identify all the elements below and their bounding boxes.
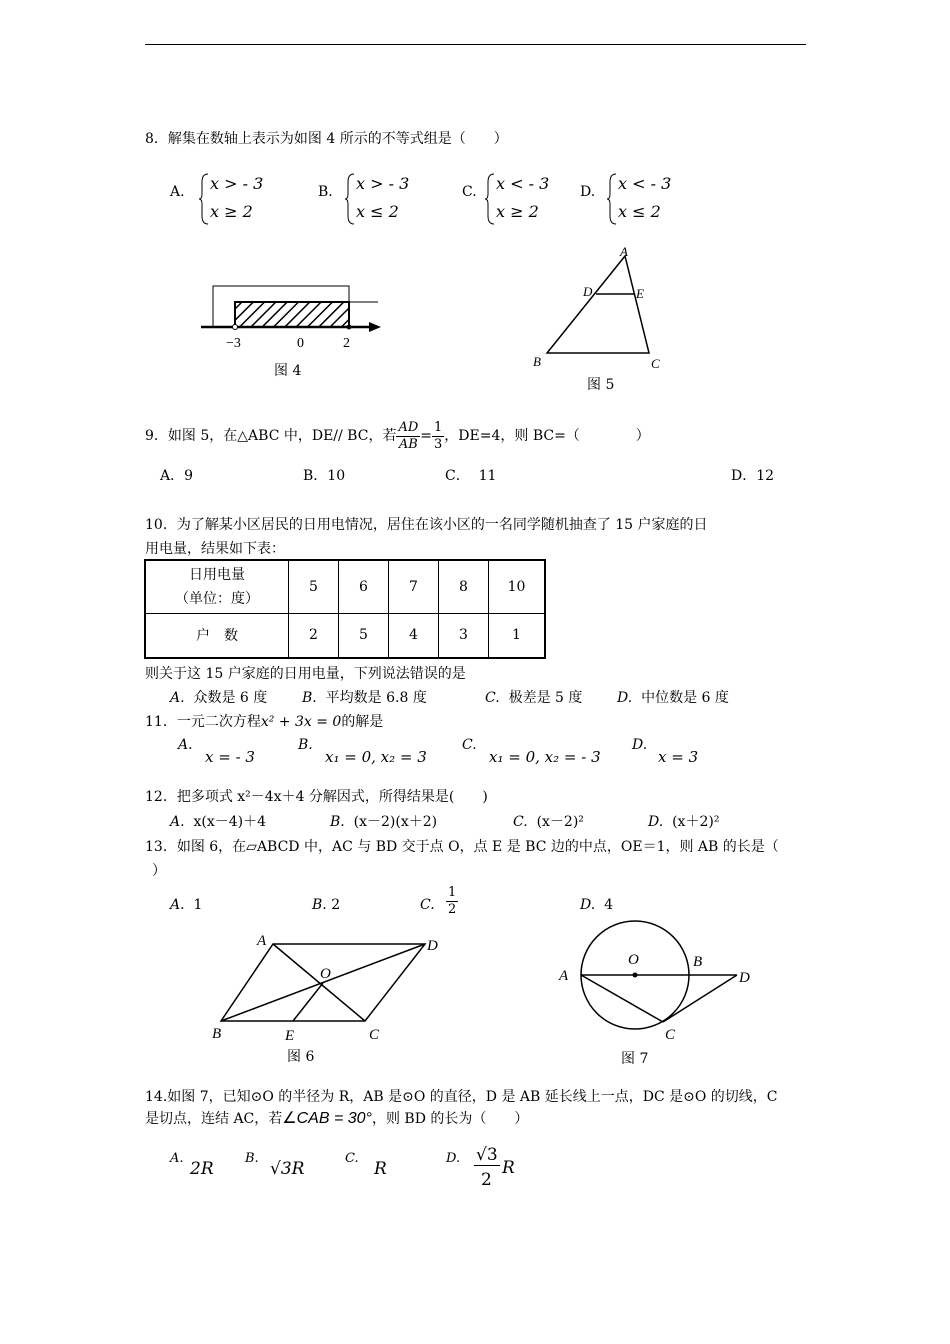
q11-option-b-text: x₁ = 0, x₂ = 3 bbox=[325, 748, 427, 766]
figure-6-caption: 图 6 bbox=[287, 1049, 315, 1065]
q13-option-d: D. 4 bbox=[580, 897, 614, 913]
question-9-stem: 9．如图 5，在△ABC 中，DE// BC，若 $\frac{AD}{AB}$ = $\frac{1}{3}$ ，DE=4，则 BC=（ ） bbox=[145, 419, 650, 452]
table-cell: 3 bbox=[439, 613, 489, 658]
q11-option-b: B. bbox=[298, 737, 313, 753]
fig4-tick-label: 2 bbox=[343, 336, 350, 351]
table-cell: 5 bbox=[339, 613, 389, 658]
fig4-hatched-region bbox=[235, 302, 349, 327]
fig5-point-label: D bbox=[583, 284, 593, 299]
q11-option-a: A. bbox=[178, 737, 193, 753]
q14-option-b-text: √3R bbox=[270, 1159, 305, 1179]
fig7-point-label: B bbox=[693, 954, 703, 970]
q11-option-c: C. bbox=[462, 737, 477, 753]
q13-option-a: A. 1 bbox=[170, 897, 203, 913]
q13-fraction-half: $\frac{1}{2}$ bbox=[448, 885, 457, 917]
q9-fraction-one-third: $\frac{1}{3}$ bbox=[434, 419, 443, 452]
q9-option-d: D．12 bbox=[731, 468, 775, 484]
question-13-stem-line2: ） bbox=[152, 863, 166, 879]
fig7-point-label: D bbox=[739, 970, 750, 986]
q14-option-d: D. bbox=[446, 1151, 461, 1166]
fig7-point-label: O bbox=[628, 952, 639, 968]
q8-option-label: B. bbox=[318, 184, 333, 200]
table-row-label: 户 数 bbox=[145, 613, 289, 658]
q9-option-a: A．9 bbox=[160, 468, 194, 484]
electricity-table bbox=[144, 559, 546, 659]
q10-option-c: C. 极差是 5 度 bbox=[485, 690, 583, 706]
q14-option-d-fraction: √3 2 R bbox=[476, 1145, 515, 1190]
table-row bbox=[145, 560, 545, 613]
figure-7-caption: 图 7 bbox=[621, 1051, 649, 1067]
fig5-point-label: E bbox=[636, 286, 644, 301]
q10-option-a: A. 众数是 6 度 bbox=[170, 690, 268, 706]
q11-option-d-text: x = 3 bbox=[658, 748, 699, 766]
figure-5-caption: 图 5 bbox=[587, 377, 615, 393]
question-10-stem-line2: 用电量，结果如下表： bbox=[145, 541, 285, 557]
brace-icon bbox=[344, 172, 356, 226]
figure-4-caption: 图 4 bbox=[274, 363, 302, 379]
q11-option-c-text: x₁ = 0, x₂ = - 3 bbox=[489, 748, 601, 766]
fig5-point-label: C bbox=[651, 356, 660, 371]
figure-4-number-line bbox=[195, 280, 390, 355]
q8-option-label: C. bbox=[462, 184, 477, 200]
q12-option-c: C. (x－2)² bbox=[513, 814, 584, 830]
fig6-point-label: O bbox=[320, 966, 331, 982]
figure-7-circle-tangent bbox=[552, 914, 762, 1044]
table-cell: 4 bbox=[389, 613, 439, 658]
fig5-point-label: A bbox=[620, 244, 628, 259]
question-11-stem: 11．一元二次方程x² + 3x = 0的解是 bbox=[145, 714, 384, 730]
brace-icon bbox=[198, 172, 210, 226]
q8-option-b bbox=[318, 172, 428, 226]
fig6-point-label: D bbox=[427, 938, 438, 954]
table-cell: 10 bbox=[489, 560, 546, 613]
fig6-point-label: C bbox=[369, 1027, 380, 1043]
q8-option-d bbox=[580, 172, 690, 226]
q8-option-line1: x > - 3 bbox=[210, 174, 264, 193]
fig6-diagonal-ac bbox=[273, 944, 365, 1021]
q14-option-c-text: R bbox=[374, 1159, 387, 1179]
q8-option-label: A. bbox=[170, 184, 185, 200]
q8-option-a bbox=[170, 172, 280, 226]
table-cell: 2 bbox=[289, 613, 339, 658]
q9-fraction-ad-ab: $\frac{AD}{AB}$ bbox=[398, 419, 419, 452]
question-8-stem: 8．解集在数轴上表示为如图 4 所示的不等式组是（ ） bbox=[145, 131, 508, 147]
fig6-point-label: E bbox=[285, 1028, 295, 1044]
fig7-point-label: C bbox=[665, 1027, 676, 1043]
fig4-open-point bbox=[233, 325, 238, 330]
q11-option-a-text: x = - 3 bbox=[205, 748, 255, 766]
q10-option-b: B. 平均数是 6.8 度 bbox=[302, 690, 427, 706]
brace-icon bbox=[606, 172, 618, 226]
q11-equation: x² + 3x = 0 bbox=[260, 714, 342, 730]
fig4-tick-label: −3 bbox=[226, 336, 241, 351]
table-cell: 8 bbox=[439, 560, 489, 613]
q14-option-a-text: 2R bbox=[190, 1159, 214, 1179]
fig7-chord-ac bbox=[581, 975, 663, 1022]
q10-option-d: D. 中位数是 6 度 bbox=[617, 690, 729, 706]
fig6-point-label: B bbox=[212, 1026, 222, 1042]
fig7-tangent-dc bbox=[663, 975, 737, 1022]
q14-option-b: B. bbox=[245, 1151, 259, 1166]
figure-6-parallelogram bbox=[205, 928, 455, 1048]
q8-option-line2: x ≥ 2 bbox=[210, 202, 253, 221]
fig4-tick-label: 0 bbox=[297, 336, 304, 351]
q13-option-b: B. 2 bbox=[312, 897, 341, 913]
q14-option-c: C. bbox=[345, 1151, 359, 1166]
table-header-label: 日用电量 （单位：度） bbox=[145, 560, 289, 613]
question-10-after: 则关于这 15 户家庭的日用电量，下列说法错误的是 bbox=[145, 666, 466, 682]
figure-5-triangle bbox=[525, 242, 675, 372]
q8-option-c bbox=[462, 172, 572, 226]
q9-stem-post: ，DE=4，则 BC=（ ） bbox=[444, 428, 650, 444]
table-cell: 5 bbox=[289, 560, 339, 613]
fig5-point-label: B bbox=[533, 354, 541, 369]
q9-option-c: C． 11 bbox=[445, 468, 497, 484]
q8-option-line2: x ≤ 2 bbox=[356, 202, 399, 221]
q14-option-a: A. bbox=[170, 1151, 184, 1166]
q11-option-d: D. bbox=[632, 737, 648, 753]
q12-option-d: D. (x＋2)² bbox=[648, 814, 720, 830]
table-cell: 1 bbox=[489, 613, 546, 658]
question-13-stem-line1: 13．如图 6，在▱ABCD 中，AC 与 BD 交于点 O，点 E 是 BC 边的中点，OE＝1，则 AB 的长是（ bbox=[145, 839, 779, 855]
q8-option-label: D. bbox=[580, 184, 596, 200]
q14-angle: ∠CAB = 30° bbox=[282, 1110, 372, 1127]
fig7-center-point bbox=[633, 973, 638, 978]
header-rule bbox=[145, 44, 806, 45]
q9-stem-pre: 9．如图 5，在△ABC 中，DE// BC，若 bbox=[145, 428, 397, 444]
question-10-stem-line1: 10．为了解某小区居民的日用电情况，居住在该小区的一名同学随机抽查了 15 户家庭的日 bbox=[145, 517, 708, 533]
fig7-point-label: A bbox=[559, 968, 569, 984]
question-14-stem-line2: 是切点，连结 AC，若∠CAB = 30°，则 BD 的长为（ ） bbox=[145, 1110, 529, 1127]
fig4-closed-point bbox=[347, 325, 352, 330]
table-row bbox=[145, 613, 545, 658]
q8-option-line1: x < - 3 bbox=[618, 174, 672, 193]
fig6-point-label: A bbox=[257, 933, 267, 949]
brace-icon bbox=[484, 172, 496, 226]
q9-option-b: B．10 bbox=[303, 468, 346, 484]
question-14-stem-line1: 14.如图 7，已知⊙O 的半径为 R，AB 是⊙O 的直径，D 是 AB 延长线上一点，DC 是⊙O 的切线，C bbox=[145, 1089, 778, 1105]
q8-option-line1: x > - 3 bbox=[356, 174, 410, 193]
q8-option-line1: x < - 3 bbox=[496, 174, 550, 193]
q12-option-b: B. (x－2)(x＋2) bbox=[330, 814, 438, 830]
q8-option-line2: x ≤ 2 bbox=[618, 202, 661, 221]
q12-option-a: A. x(x－4)＋4 bbox=[170, 814, 266, 830]
q8-option-line2: x ≥ 2 bbox=[496, 202, 539, 221]
table-cell: 6 bbox=[339, 560, 389, 613]
fig4-axis-arrow-icon bbox=[369, 322, 381, 332]
question-12-stem: 12．把多项式 x²－4x＋4 分解因式，所得结果是( ) bbox=[145, 789, 488, 805]
table-cell: 7 bbox=[389, 560, 439, 613]
fig5-triangle-abc bbox=[547, 256, 649, 353]
